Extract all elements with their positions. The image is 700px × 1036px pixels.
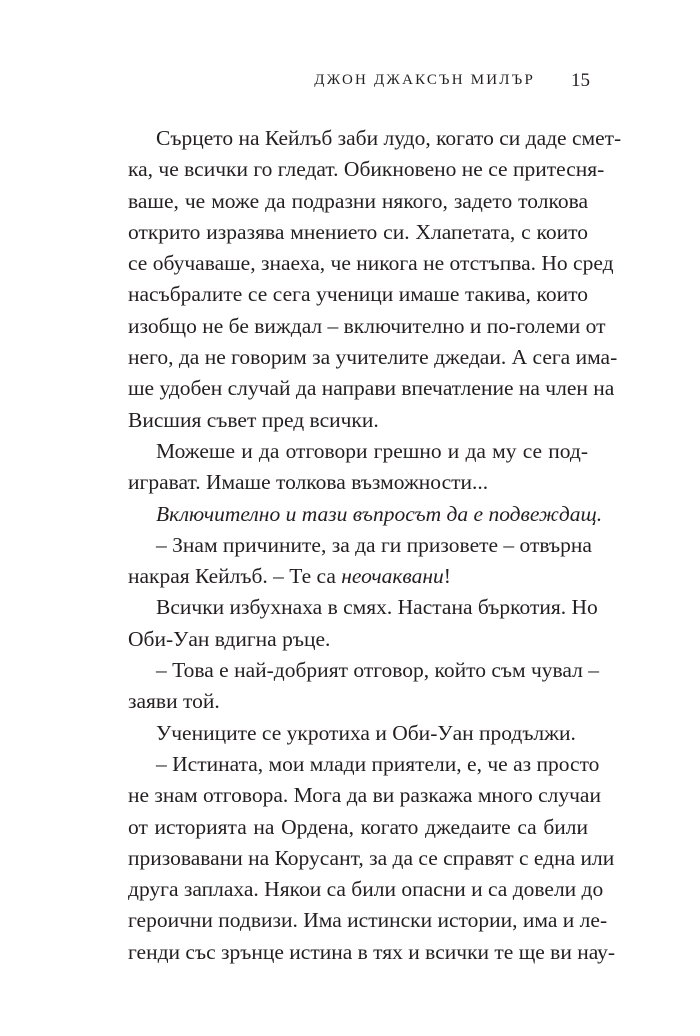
text-line: се обучаваше, знаеха, че никога не отстъпва. Но сред bbox=[128, 251, 614, 276]
text-line: – Това е най-добрият отговор, който съм чувал – bbox=[156, 658, 600, 683]
text-segment: накрая Кейлъб. – Те са bbox=[128, 564, 342, 589]
emphasis-word: неочаквани bbox=[341, 564, 444, 589]
paragraph bbox=[128, 123, 622, 436]
text-line: играват. Имаше толкова възможности... bbox=[128, 470, 489, 495]
paragraph bbox=[128, 436, 588, 499]
text-line: заяви той. bbox=[128, 689, 220, 714]
paragraph bbox=[128, 655, 600, 718]
running-head bbox=[0, 72, 700, 96]
text-line: ка, че всички го гледат. Обикновено не се притесня- bbox=[128, 157, 605, 182]
paragraph bbox=[128, 530, 592, 593]
paragraph bbox=[128, 749, 616, 968]
author-header: ДЖОН ДЖАКСЪН МИЛЪР bbox=[314, 72, 535, 88]
page-number: 15 bbox=[571, 70, 590, 91]
text-line: генди със зрънце истина в тях и всички те ще ви нау- bbox=[128, 939, 616, 964]
text-segment: ! bbox=[443, 564, 451, 589]
paragraph bbox=[128, 592, 598, 655]
text-line: него, да не говорим за учителите джедаи. А сега има- bbox=[128, 345, 618, 370]
text-line: Включително и тази въпросът да е подвеждащ. bbox=[156, 501, 603, 526]
text-line bbox=[128, 561, 588, 592]
text-line: Висшия съвет пред всички. bbox=[128, 407, 379, 432]
text-line: Учениците се укротиха и Оби-Уан продължи. bbox=[156, 720, 576, 745]
text-line: ваше, че може да подразни някого, задето толкова bbox=[128, 188, 588, 213]
text-line: призовавани на Корусант, за да се справят с една или bbox=[128, 845, 615, 870]
text-line: изобщо не бе виждал – включително и по-големи от bbox=[128, 313, 606, 338]
paragraph bbox=[128, 499, 603, 530]
text-line: героични подвизи. Има истински истории, има и ле- bbox=[128, 908, 608, 933]
text-line: открито изразява мнението си. Хлапетата, с които bbox=[128, 219, 588, 244]
text-line: не знам отговора. Мога да ви разкажа много случаи bbox=[128, 783, 601, 808]
text-line: Оби-Уан вдигна ръце. bbox=[128, 626, 331, 651]
text-line: Всички избухнаха в смях. Настана бъркотия. Но bbox=[156, 595, 598, 620]
text-line: Сърцето на Кейлъб заби лудо, когато си даде смет- bbox=[156, 126, 622, 150]
text-line: друга заплаха. Някои са били опасни и са довели до bbox=[128, 877, 604, 902]
text-line: насъбралите се сега ученици имаше такива, които bbox=[128, 282, 588, 307]
text-line: – Истината, мои млади приятели, е, че аз просто bbox=[156, 751, 600, 776]
text-line: Можеше и да отговори грешно и да му се под- bbox=[156, 438, 588, 463]
text-line: ше удобен случай да направи впечатление на член на bbox=[128, 376, 615, 401]
text-line: от историята на Ордена, когато джедаите са били bbox=[128, 814, 588, 839]
paragraph bbox=[128, 718, 588, 749]
text-line: – Знам причините, за да ги призовете – отвърна bbox=[156, 532, 592, 557]
body-text bbox=[128, 123, 622, 968]
